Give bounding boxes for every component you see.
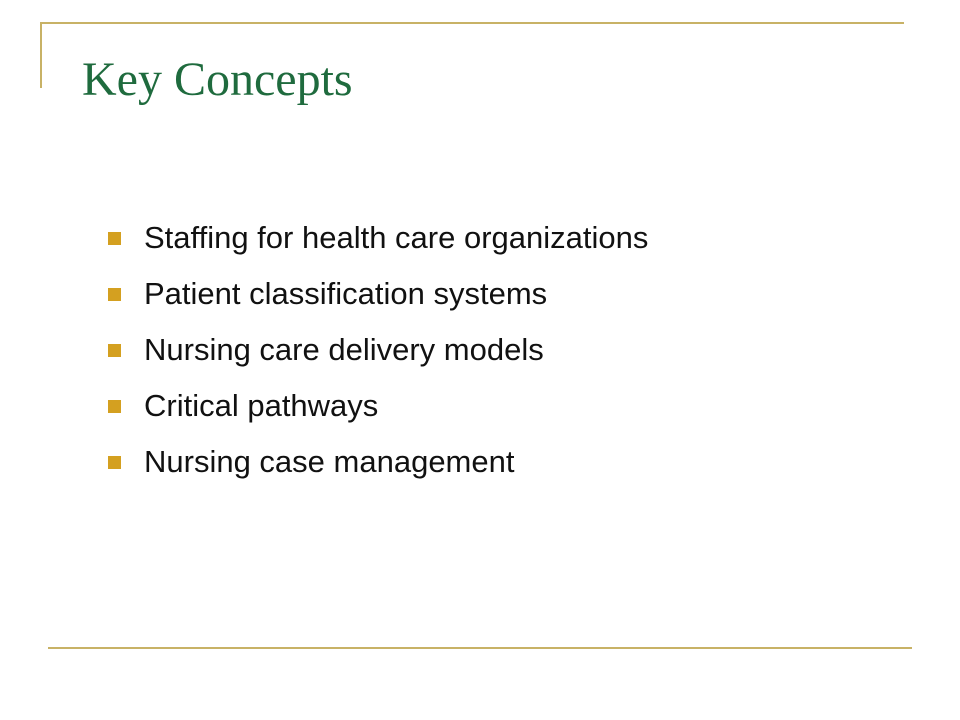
bullet-text: Staffing for health care organizations <box>144 220 649 255</box>
square-bullet-icon <box>108 344 121 357</box>
bullet-text: Critical pathways <box>144 388 379 423</box>
bullet-item <box>108 434 648 490</box>
bullet-item <box>108 210 648 266</box>
square-bullet-icon <box>108 456 121 469</box>
bullet-item <box>108 378 648 434</box>
square-bullet-icon <box>108 288 121 301</box>
bullet-text: Nursing case management <box>144 444 515 479</box>
bullet-item <box>108 322 648 378</box>
frame-top-rule <box>40 22 904 24</box>
bullet-text: Nursing care delivery models <box>144 332 544 367</box>
square-bullet-icon <box>108 232 121 245</box>
slide-title: Key Concepts <box>82 53 353 106</box>
bullet-text: Patient classification systems <box>144 276 548 311</box>
bullet-item <box>108 266 648 322</box>
frame-bottom-rule <box>48 647 912 649</box>
frame-left-rule <box>40 22 42 88</box>
bullet-list <box>108 210 648 490</box>
square-bullet-icon <box>108 400 121 413</box>
